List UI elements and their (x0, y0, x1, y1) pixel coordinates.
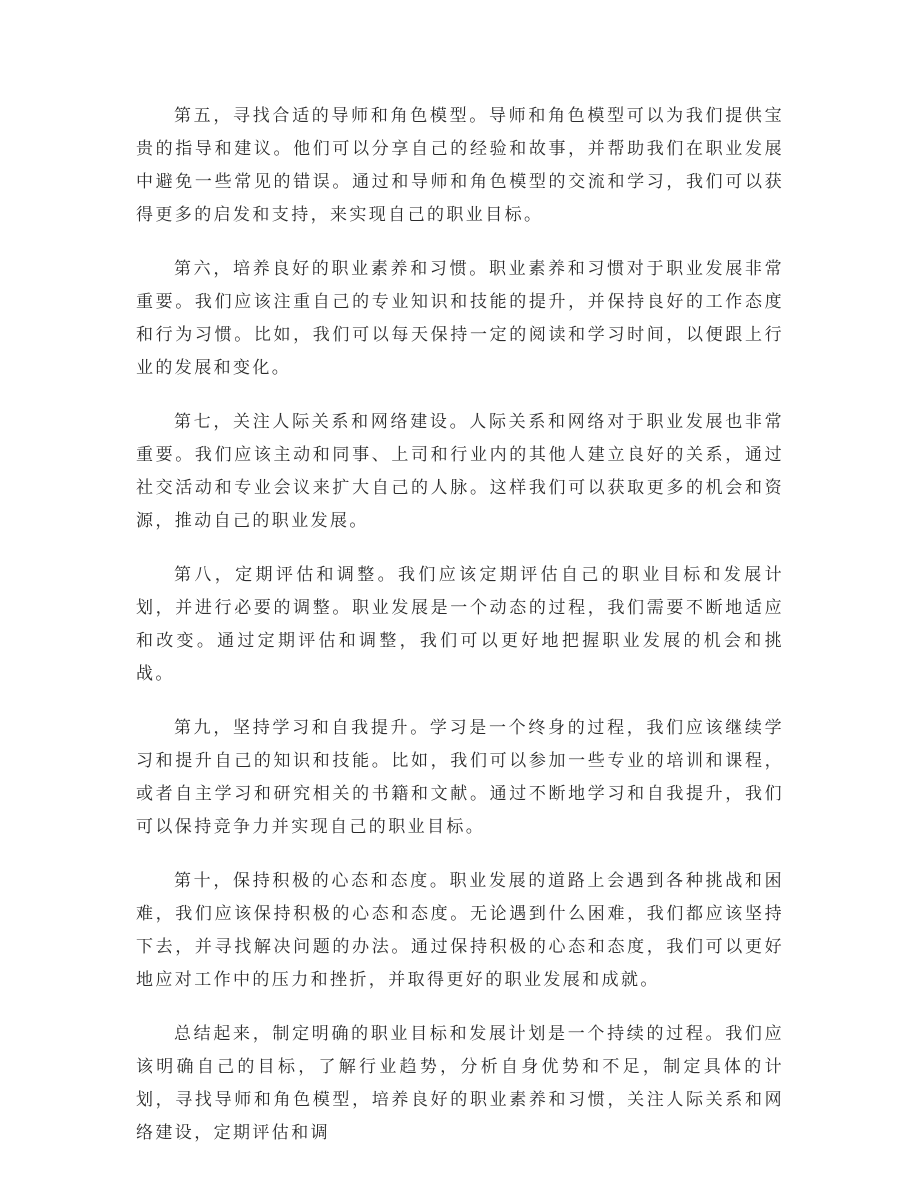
paragraph-learning: 第九，坚持学习和自我提升。学习是一个终身的过程，我们应该继续学习和提升自己的知识和技能。比如，我们可以参加一些专业的培训和课程，或者自主学习和研究相关的书籍和文献。通过不断地学习和自我提升，我们可以保持竞争力并实现自己的职业目标。 (136, 718, 784, 837)
paragraph-attitude: 第十，保持积极的心态和态度。职业发展的道路上会遇到各种挑战和困难，我们应该保持积极的心态和态度。无论遇到什么困难，我们都应该坚持下去，并寻找解决问题的办法。通过保持积极的心态和态度，我们可以更好地应对工作中的压力和挫折，并取得更好的职业发展和成就。 (136, 871, 784, 990)
paragraph-mentor: 第五，寻找合适的导师和角色模型。导师和角色模型可以为我们提供宝贵的指导和建议。他们可以分享自己的经验和故事，并帮助我们在职业发展中避免一些常见的错误。通过和导师和角色模型的交流和学习，我们可以获得更多的启发和支持，来实现自己的职业目标。 (136, 106, 784, 225)
paragraph-summary: 总结起来，制定明确的职业目标和发展计划是一个持续的过程。我们应该明确自己的目标，了解行业趋势，分析自身优势和不足，制定具体的计划，寻找导师和角色模型，培养良好的职业素养和习惯，关注人际关系和网络建设，定期评估和调 (136, 1024, 784, 1143)
paragraph-professionalism: 第六，培养良好的职业素养和习惯。职业素养和习惯对于职业发展非常重要。我们应该注重自己的专业知识和技能的提升，并保持良好的工作态度和行为习惯。比如，我们可以每天保持一定的阅读和学习时间，以便跟上行业的发展和变化。 (136, 259, 784, 378)
paragraph-networking: 第七，关注人际关系和网络建设。人际关系和网络对于职业发展也非常重要。我们应该主动和同事、上司和行业内的其他人建立良好的关系，通过社交活动和专业会议来扩大自己的人脉。这样我们可以获取更多的机会和资源，推动自己的职业发展。 (136, 412, 784, 531)
paragraph-evaluation: 第八，定期评估和调整。我们应该定期评估自己的职业目标和发展计划，并进行必要的调整。职业发展是一个动态的过程，我们需要不断地适应和改变。通过定期评估和调整，我们可以更好地把握职业发展的机会和挑战。 (136, 565, 784, 684)
document-body (136, 100, 784, 1171)
